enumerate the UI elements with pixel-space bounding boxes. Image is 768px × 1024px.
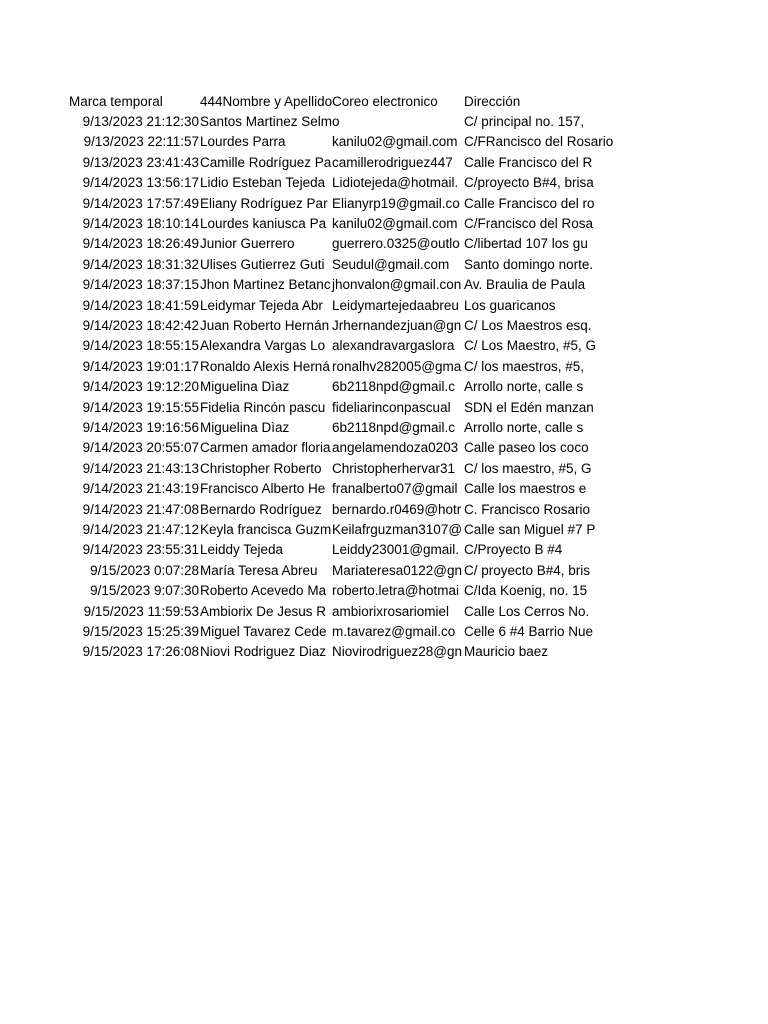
table-row: [0, 316, 768, 336]
cell-email: jhonvalon@gmail.con: [332, 277, 462, 293]
cell-address: C/FRancisco del Rosario: [464, 134, 614, 150]
cell-email: alexandravargaslora: [332, 338, 455, 354]
table-row: [0, 418, 768, 438]
cell-name: Fidelia Rincón pascu: [200, 399, 326, 415]
cell-address: Calle Los Cerros No.: [464, 603, 590, 619]
cell-email: roberto.letra@hotmai: [332, 583, 460, 599]
cell-email: franalberto07@gmail: [332, 481, 458, 497]
cell-address: C/ los maestros, #5,: [464, 358, 585, 374]
cell-name: Bernardo Rodríguez: [200, 501, 322, 517]
cell-timestamp: 9/13/2023 23:41:43: [82, 154, 199, 170]
cell-name: Miguel Tavarez Cede: [200, 624, 327, 639]
cell-name: Ronaldo Alexis Herná: [200, 358, 330, 374]
table-row: [0, 173, 768, 193]
cell-address: C/Ida Koenig, no. 15: [464, 583, 588, 599]
cell-address: C/ Los Maestros esq.: [464, 318, 592, 333]
cell-name: Niovi Rodriguez Diaz: [200, 644, 327, 660]
table-row: [0, 112, 768, 132]
cell-timestamp: 9/14/2023 19:01:17: [82, 358, 199, 374]
table-row: [0, 194, 768, 214]
cell-address: C/Francisco del Rosa: [464, 216, 594, 231]
header-name: 444Nombre y Apellido: [200, 94, 333, 109]
cell-email: kanilu02@gmail.com: [332, 216, 458, 231]
cell-name: Eliany Rodríguez Par: [200, 195, 328, 211]
cell-name: María Teresa Abreu: [200, 562, 318, 578]
cell-name: Lourdes kaniusca Pa: [200, 216, 327, 231]
cell-address: Arrollo norte, calle s: [464, 420, 584, 435]
cell-address: C/ Los Maestro, #5, G: [464, 338, 597, 354]
cell-timestamp: 9/14/2023 18:31:32: [82, 256, 199, 272]
cell-email: [332, 112, 464, 132]
cell-address: Calle los maestros e: [464, 481, 587, 497]
header-timestamp: Marca temporal: [69, 94, 163, 109]
table-row: [0, 357, 768, 377]
cell-timestamp: 9/14/2023 18:55:15: [82, 338, 199, 354]
cell-email: Keilafrguzman3107@: [332, 522, 463, 537]
table-row: [0, 500, 768, 520]
table-row: [0, 479, 768, 499]
table-row: [0, 438, 768, 458]
cell-email: fideliarinconpascual: [332, 399, 451, 415]
cell-email: 6b2118npd@gmail.c: [332, 420, 456, 435]
cell-email: Leidymartejedaabreu: [332, 297, 459, 313]
table-row: [0, 398, 768, 418]
cell-email: ambiorixrosariomiel: [332, 603, 450, 619]
cell-address: C/Proyecto B #4: [464, 542, 563, 558]
table-row: [0, 540, 768, 560]
cell-address: Calle Francisco del R: [464, 154, 593, 170]
cell-email: Seudul@gmail.com: [332, 256, 450, 272]
cell-timestamp: 9/14/2023 21:43:19: [82, 481, 199, 497]
cell-timestamp: 9/14/2023 19:12:20: [82, 379, 199, 395]
cell-timestamp: 9/14/2023 19:15:55: [82, 399, 199, 415]
cell-name: Christopher Roberto: [200, 460, 322, 476]
cell-name: Leidymar Tejeda Abr: [200, 297, 323, 313]
cell-timestamp: 9/15/2023 15:25:39: [82, 624, 199, 639]
cell-name: Lourdes Parra: [200, 134, 286, 150]
cell-address: C/proyecto B#4, brisa: [464, 175, 594, 191]
cell-email: Niovirodriguez28@gn: [332, 644, 463, 660]
table-row: [0, 255, 768, 275]
cell-email: m.tavarez@gmail.co: [332, 624, 456, 639]
cell-name: Jhon Martinez Betanc: [200, 277, 331, 293]
cell-address: Santo domingo norte.: [464, 256, 594, 272]
cell-timestamp: 9/14/2023 17:57:49: [82, 195, 199, 211]
cell-timestamp: 9/14/2023 18:10:14: [82, 216, 199, 231]
cell-email: camillerodriguez447: [332, 154, 453, 170]
cell-address: Calle san Miguel #7 P: [464, 522, 596, 537]
cell-name: Junior Guerrero: [200, 236, 295, 252]
cell-timestamp: 9/14/2023 13:56:17: [82, 175, 199, 191]
cell-name: Ulises Gutierrez Guti: [200, 256, 325, 272]
cell-address: Arrollo norte, calle s: [464, 379, 584, 395]
cell-name: Lidio Esteban Tejeda: [200, 175, 326, 191]
table-row: [0, 581, 768, 601]
cell-timestamp: 9/14/2023 18:42:42: [82, 318, 199, 333]
table-row: [0, 561, 768, 581]
cell-email: guerrero.0325@outlo: [332, 236, 460, 252]
cell-timestamp: 9/13/2023 22:11:57: [83, 134, 199, 150]
table-row: [0, 377, 768, 397]
cell-address: C/ los maestro, #5, G: [464, 460, 592, 476]
table-row: [0, 153, 768, 173]
cell-email: angelamendoza0203: [332, 440, 459, 456]
cell-name: Miguelina Dìaz: [200, 420, 290, 435]
cell-address: C. Francisco Rosario: [464, 501, 591, 517]
cell-email: 6b2118npd@gmail.c: [332, 379, 456, 395]
cell-email: bernardo.r0469@hotr: [332, 501, 462, 517]
cell-timestamp: 9/14/2023 19:16:56: [82, 420, 199, 435]
table-row: [0, 602, 768, 622]
cell-name: Camille Rodríguez Pa: [200, 154, 332, 170]
cell-address: C/ proyecto B#4, bris: [464, 562, 591, 578]
cell-address: Celle 6 #4 Barrio Nue: [464, 624, 594, 639]
cell-email: Leiddy23001@gmail.: [332, 542, 460, 558]
cell-email: Elianyrp19@gmail.co: [332, 195, 460, 211]
cell-timestamp: 9/14/2023 23:55:31: [82, 542, 199, 558]
cell-email: kanilu02@gmail.com: [332, 134, 458, 150]
cell-timestamp: 9/15/2023 11:59:53: [83, 603, 199, 619]
cell-name: Miguelina Dìaz: [200, 379, 290, 395]
cell-name: Santos Martinez Selmo: [200, 114, 340, 129]
cell-email: Christopherhervar31: [332, 460, 456, 476]
cell-timestamp: 9/15/2023 9:07:30: [90, 583, 199, 599]
table-row: [0, 132, 768, 152]
cell-address: Calle Francisco del ro: [464, 195, 595, 211]
table-row: [0, 275, 768, 295]
table-row: [0, 622, 768, 642]
cell-timestamp: 9/15/2023 17:26:08: [82, 644, 199, 660]
cell-timestamp: 9/14/2023 21:47:12: [82, 522, 199, 537]
cell-address: Mauricio baez: [464, 644, 549, 660]
table-row: [0, 234, 768, 254]
cell-timestamp: 9/14/2023 18:41:59: [82, 297, 199, 313]
cell-timestamp: 9/15/2023 0:07:28: [90, 562, 199, 578]
cell-address: Av. Braulia de Paula: [464, 277, 586, 293]
cell-email: Mariateresa0122@gn: [332, 562, 463, 578]
header-row: [0, 92, 768, 112]
table-row: [0, 459, 768, 479]
cell-timestamp: 9/14/2023 21:47:08: [82, 501, 199, 517]
cell-timestamp: 9/13/2023 21:12:30: [82, 114, 199, 129]
header-email: Coreo electronico: [332, 94, 438, 109]
cell-name: Keyla francisca Guzm: [200, 522, 332, 537]
cell-timestamp: 9/14/2023 21:43:13: [82, 460, 199, 476]
cell-email: Lidiotejeda@hotmail.: [332, 175, 459, 191]
cell-timestamp: 9/14/2023 18:26:49: [82, 236, 199, 252]
table-row: [0, 214, 768, 234]
cell-email: ronalhv282005@gma: [332, 358, 462, 374]
cell-name: Roberto Acevedo Ma: [200, 583, 327, 599]
cell-email: Jrhernandezjuan@gn: [332, 318, 462, 333]
cell-timestamp: 9/14/2023 18:37:15: [82, 277, 199, 293]
cell-address: C/ principal no. 157,: [464, 114, 585, 129]
cell-address: Los guaricanos: [464, 297, 556, 313]
cell-name: Carmen amador floria: [200, 440, 331, 456]
table-row: [0, 296, 768, 316]
table-row: [0, 642, 768, 662]
cell-address: SDN el Edén manzan: [464, 399, 594, 415]
header-address: Dirección: [464, 94, 521, 109]
cell-name: Alexandra Vargas Lo: [200, 338, 326, 354]
table-row: [0, 336, 768, 356]
cell-address: Calle paseo los coco: [464, 440, 589, 456]
cell-name: Juan Roberto Hernán: [200, 318, 330, 333]
cell-name: Francisco Alberto He: [200, 481, 326, 497]
cell-timestamp: 9/14/2023 20:55:07: [82, 440, 199, 456]
cell-address: C/libertad 107 los gu: [464, 236, 588, 252]
cell-name: Ambiorix De Jesus R: [200, 603, 327, 619]
cell-name: Leiddy Tejeda: [200, 542, 284, 558]
table-row: [0, 520, 768, 540]
